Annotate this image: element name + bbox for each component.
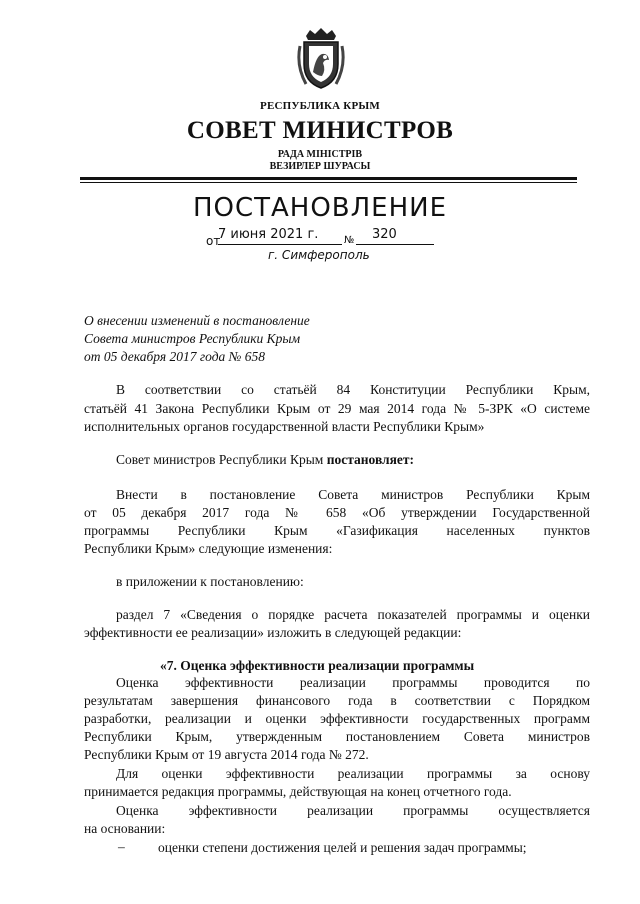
from-label: от [206, 234, 221, 248]
header-rule-thin [80, 182, 577, 183]
body-line: Внести в постановление Совета министров Республики Крым [116, 487, 590, 502]
number-underline [356, 244, 434, 245]
decree-date: 7 июня 2021 г. [218, 227, 319, 242]
body-line: исполнительных органов государственной власти Республики Крым» [84, 419, 485, 434]
body-line: в приложении к постановлению: [116, 574, 304, 589]
body-line: Оценка эффективности реализации программы осуществляется [116, 803, 590, 818]
body-line: раздел 7 «Сведения о порядке расчета показателей программы и оценки [116, 607, 590, 622]
bullet-dash: – [118, 839, 125, 854]
body-line: разработки, реализации и оценки эффективности государственных программ [84, 711, 590, 726]
resolution-text: Совет министров Республики Крым [116, 452, 327, 467]
decree-number: 320 [372, 227, 397, 242]
section-heading: «7. Оценка эффективности реализации программы [160, 658, 475, 673]
subject-line: от 05 декабря 2017 года № 658 [84, 349, 265, 364]
bullet-item: оценки степени достижения целей и решения задач программы; [158, 840, 527, 855]
body-line: результатам завершения финансового года в соответствии с Порядком [84, 693, 590, 708]
decree-date-number [206, 228, 436, 250]
council-title-crh: ВЕЗИРЛЕР ШУРАСЫ [269, 161, 371, 172]
body-line: Для оценки эффективности реализации программы за основу [116, 766, 590, 781]
republic-name: РЕСПУБЛИКА КРЫМ [260, 100, 380, 112]
subject-line: О внесении изменений в постановление [84, 313, 310, 328]
resolution-line [116, 451, 414, 469]
resolution-verb: постановляет: [326, 452, 415, 467]
date-underline [218, 244, 342, 245]
document-type: ПОСТАНОВЛЕНИЕ [192, 193, 448, 223]
body-line: программы Республики Крым «Газификация населенных пунктов [84, 523, 590, 538]
body-line: В соответствии со статьёй 84 Конституции Республики Крым, [116, 382, 590, 397]
body-line: принимается редакция программы, действующая на конец отчетного года. [84, 784, 512, 799]
council-title-ua: РАДА МІНІСТРІВ [277, 149, 363, 160]
header-rule-thick [80, 177, 577, 180]
city: г. Симферополь [268, 248, 370, 262]
crimea-coat-of-arms-icon [296, 26, 346, 92]
body-line: Республики Крым, утвержденным постановлением Совета министров [84, 729, 590, 744]
body-line: на основании: [84, 821, 166, 836]
body-line: Оценка эффективности реализации программы проводится по [116, 675, 590, 690]
number-label: № [344, 235, 355, 246]
body-line: от 05 декабря 2017 года № 658 «Об утверждении Государственной [84, 505, 590, 520]
body-line: эффективности ее реализации» изложить в следующей редакции: [84, 625, 462, 640]
body-line: статьёй 41 Закона Республики Крым от 29 мая 2014 года № 5-ЗРК «О системе [84, 401, 590, 416]
subject-line: Совета министров Республики Крым [84, 331, 301, 346]
council-title: СОВЕТ МИНИСТРОВ [186, 117, 454, 144]
body-line: Республики Крым» следующие изменения: [84, 541, 333, 556]
body-line: Республики Крым от 19 августа 2014 года № 272. [84, 747, 369, 762]
